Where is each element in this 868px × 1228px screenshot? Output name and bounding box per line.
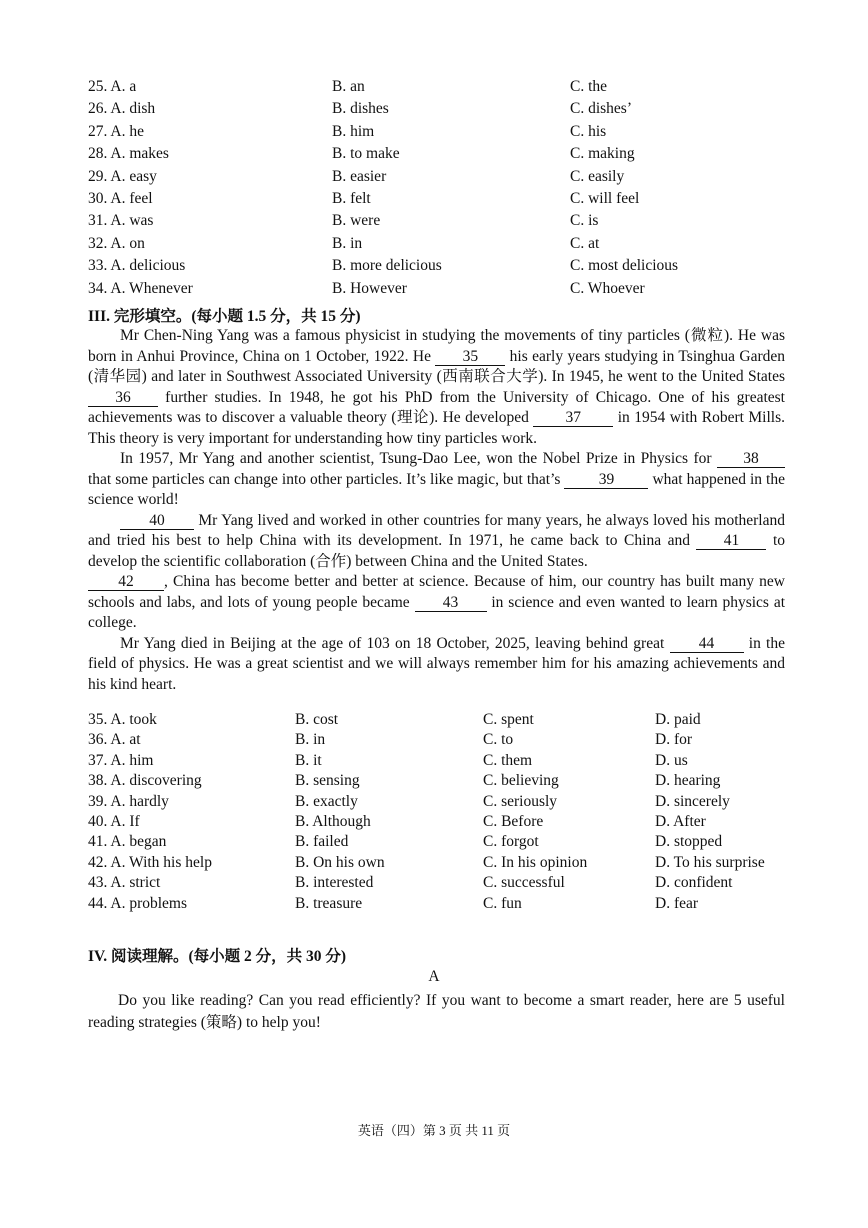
option-b: B. failed bbox=[295, 833, 349, 851]
option-c: C. making bbox=[570, 145, 635, 163]
option-c: C. to bbox=[483, 731, 514, 749]
option-a: 30. A. feel bbox=[88, 189, 153, 207]
option-b: B. in bbox=[295, 731, 326, 749]
option-d: D. After bbox=[655, 812, 706, 830]
option-c: C. Before bbox=[483, 812, 544, 830]
blank-38[interactable]: 38 bbox=[717, 450, 785, 468]
option-b: B. more delicious bbox=[332, 257, 442, 275]
option-b: B. dishes bbox=[332, 100, 389, 118]
option-row-33 bbox=[88, 255, 788, 277]
option-a: 32. A. on bbox=[88, 234, 145, 252]
option-c: C. successful bbox=[483, 874, 565, 892]
option-c: C. Whoever bbox=[570, 279, 645, 297]
blank-41[interactable]: 41 bbox=[696, 532, 766, 550]
option-row-27 bbox=[88, 121, 788, 143]
blank-37[interactable]: 37 bbox=[533, 409, 613, 427]
option-c: C. easily bbox=[570, 167, 625, 185]
option-row-42 bbox=[88, 853, 788, 873]
passage-text: In 1957, Mr Yang and another scientist, Tsung-Dao Lee, won the Nobel Prize in Physics for bbox=[120, 450, 717, 467]
option-row-26 bbox=[88, 98, 788, 120]
option-a: 34. A. Whenever bbox=[88, 279, 193, 297]
page-footer: 英语（四）第 3 页 共 11 页 bbox=[357, 1123, 511, 1138]
option-b: B. an bbox=[332, 78, 365, 95]
option-c: C. believing bbox=[483, 772, 559, 790]
option-a: 28. A. makes bbox=[88, 145, 169, 163]
option-c: C. the bbox=[570, 78, 608, 95]
option-row-41 bbox=[88, 832, 788, 852]
passage-text: what happened in the science world! bbox=[88, 470, 785, 508]
option-row-44 bbox=[88, 894, 788, 914]
passage-text: to develop the scientific collaboration (合作) between China and the United States. bbox=[88, 532, 786, 570]
option-a: 29. A. easy bbox=[88, 167, 157, 185]
option-row-35 bbox=[88, 710, 788, 730]
passage-paragraph-4 bbox=[88, 572, 785, 634]
option-a: 37. A. him bbox=[88, 751, 154, 769]
option-a: 43. A. strict bbox=[88, 874, 161, 892]
option-a: 33. A. delicious bbox=[88, 257, 186, 275]
option-c: C. seriously bbox=[483, 792, 558, 810]
option-row-32 bbox=[88, 233, 788, 255]
section-3-heading: III. 完形填空。(每小题 1.5 分，共 15 分) bbox=[88, 308, 361, 325]
option-a: 42. A. With his help bbox=[88, 853, 212, 871]
option-c: C. spent bbox=[483, 711, 534, 728]
option-d: D. confident bbox=[655, 874, 733, 892]
passage-text: that some particles can change into other particles. It’s like magic, but that’s bbox=[88, 470, 565, 488]
option-a: 39. A. hardly bbox=[88, 792, 169, 810]
blank-40[interactable]: 40 bbox=[120, 512, 194, 530]
option-row-25 bbox=[88, 76, 788, 98]
option-row-39 bbox=[88, 792, 788, 812]
option-a: 44. A. problems bbox=[88, 894, 188, 912]
blank-44[interactable]: 44 bbox=[670, 635, 744, 653]
passage-text: Mr Yang died in Beijing at the age of 103 on 18 October, 2025, leaving behind great bbox=[120, 634, 670, 652]
option-c: C. fun bbox=[483, 894, 522, 912]
option-a: 40. A. If bbox=[88, 812, 140, 830]
option-b: B. to make bbox=[332, 145, 400, 163]
option-b: B. it bbox=[295, 751, 322, 769]
option-d: D. fear bbox=[655, 894, 699, 912]
option-d: D. paid bbox=[655, 711, 701, 728]
option-a: 26. A. dish bbox=[88, 100, 156, 118]
option-b: B. interested bbox=[295, 874, 374, 892]
option-a: 35. A. took bbox=[88, 711, 157, 728]
option-b: B. exactly bbox=[295, 792, 358, 810]
option-c: C. In his opinion bbox=[483, 853, 588, 871]
option-row-31 bbox=[88, 210, 788, 232]
option-b: B. However bbox=[332, 279, 407, 297]
option-b: B. easier bbox=[332, 167, 387, 185]
option-row-40 bbox=[88, 812, 788, 832]
passage-text: in 1954 with Robert Mills. This theory is very important for understanding how tiny particles work. bbox=[88, 409, 785, 447]
option-c: C. will feel bbox=[570, 189, 640, 207]
option-d: D. hearing bbox=[655, 772, 721, 790]
option-c: C. forgot bbox=[483, 833, 539, 851]
passage-paragraph-5 bbox=[88, 634, 785, 696]
passage-text: his early years studying in Tsinghua Garden (清华园) and later in Southwest Associated University (西南联合大学). In 1945, he went to the United States bbox=[88, 347, 785, 385]
options-25-34 bbox=[88, 76, 788, 300]
blank-42[interactable]: 42 bbox=[88, 573, 164, 591]
option-c: C. his bbox=[570, 122, 607, 140]
passage-text: in the field of physics. He was a great scientist and we will always remember him for his amazing achievements and his kind heart. bbox=[88, 634, 785, 693]
option-b: B. On his own bbox=[295, 853, 385, 871]
option-row-43 bbox=[88, 873, 788, 893]
option-b: B. in bbox=[332, 234, 363, 252]
option-d: D. sincerely bbox=[655, 792, 730, 810]
blank-39[interactable]: 39 bbox=[564, 471, 648, 489]
option-a: 38. A. discovering bbox=[88, 772, 202, 790]
option-d: D. To his surprise bbox=[655, 853, 765, 871]
option-row-36 bbox=[88, 730, 788, 750]
cloze-passage bbox=[88, 326, 785, 695]
option-b: B. Although bbox=[295, 812, 371, 830]
option-row-29 bbox=[88, 166, 788, 188]
option-c: C. at bbox=[570, 234, 600, 252]
passage-paragraph-2 bbox=[88, 449, 785, 511]
passage-letter: A bbox=[428, 968, 440, 985]
blank-36[interactable]: 36 bbox=[88, 389, 158, 407]
passage-text: , China has become better and better at science. Because of him, our country has built many new schools and labs, and lots of young people became bbox=[88, 573, 785, 611]
passage-text: Mr Yang lived and worked in other countries for many years, he always loved his motherland and tried his best to help China with its development. In 1971, he came back to China and bbox=[88, 511, 785, 549]
option-row-34 bbox=[88, 278, 788, 300]
option-c: C. most delicious bbox=[570, 257, 679, 275]
option-b: B. him bbox=[332, 122, 375, 140]
option-row-37 bbox=[88, 751, 788, 771]
option-c: C. them bbox=[483, 751, 533, 769]
option-row-30 bbox=[88, 188, 788, 210]
passage-paragraph-1 bbox=[88, 326, 785, 449]
option-row-38 bbox=[88, 771, 788, 791]
options-35-44 bbox=[88, 710, 788, 914]
option-b: B. were bbox=[332, 212, 381, 230]
passage-text: Mr Chen-Ning Yang was a famous physicist in studying the movements of tiny particles (微粒). He was born in Anhui Province, China on 1 October, 1922. He bbox=[88, 327, 785, 365]
passage-paragraph-3 bbox=[88, 511, 785, 573]
passage-text: in science and even wanted to learn physics at college. bbox=[88, 593, 786, 631]
blank-35[interactable]: 35 bbox=[435, 348, 505, 366]
option-c: C. is bbox=[570, 212, 599, 230]
option-b: B. treasure bbox=[295, 894, 363, 912]
option-a: 27. A. he bbox=[88, 122, 144, 140]
blank-43[interactable]: 43 bbox=[415, 594, 487, 612]
option-a: 36. A. at bbox=[88, 731, 141, 749]
passage-text: further studies. In 1948, he got his PhD from the University of Chicago. One of his greatest achievements was to discover a valuable theory (理论). He developed bbox=[88, 388, 785, 426]
option-b: B. sensing bbox=[295, 772, 360, 790]
option-row-28 bbox=[88, 143, 788, 165]
option-a: 41. A. began bbox=[88, 833, 167, 851]
option-d: D. for bbox=[655, 731, 693, 749]
option-d: D. stopped bbox=[655, 833, 723, 851]
option-a: 31. A. was bbox=[88, 212, 154, 230]
option-c: C. dishes’ bbox=[570, 100, 632, 118]
reading-intro: Do you like reading? Can you read efficiently? If you want to become a smart reader, here are 5 useful reading strategies (策略) to help you! bbox=[88, 992, 785, 1031]
option-a: 25. A. a bbox=[88, 78, 137, 95]
option-b: B. felt bbox=[332, 189, 371, 207]
option-d: D. us bbox=[655, 751, 688, 769]
option-b: B. cost bbox=[295, 711, 339, 728]
section-4-heading: IV. 阅读理解。(每小题 2 分，共 30 分) bbox=[88, 948, 347, 965]
